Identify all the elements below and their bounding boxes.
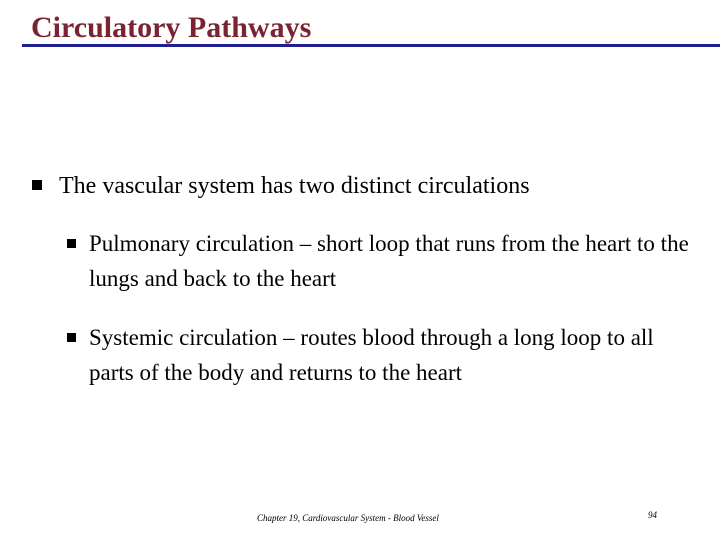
footer-caption: Chapter 19, Cardiovascular System - Blood Vessel bbox=[257, 513, 439, 523]
square-bullet-icon bbox=[32, 180, 42, 190]
square-bullet-icon bbox=[67, 333, 76, 342]
main-bullet bbox=[32, 168, 702, 204]
sub-bullet-pulmonary-text: Pulmonary circulation – short loop that runs from the heart to the lungs and back to the heart bbox=[89, 231, 689, 291]
main-bullet-text: The vascular system has two distinct circulations bbox=[59, 173, 530, 199]
title-underline bbox=[22, 44, 720, 47]
slide-title: Circulatory Pathways bbox=[31, 11, 312, 44]
page-number: 94 bbox=[648, 510, 657, 520]
square-bullet-icon bbox=[67, 239, 76, 248]
sub-bullet-pulmonary bbox=[67, 226, 692, 296]
sub-bullet-systemic bbox=[67, 320, 692, 390]
sub-bullet-systemic-text: Systemic circulation – routes blood through a long loop to all parts of the body and returns to the heart bbox=[89, 325, 654, 385]
